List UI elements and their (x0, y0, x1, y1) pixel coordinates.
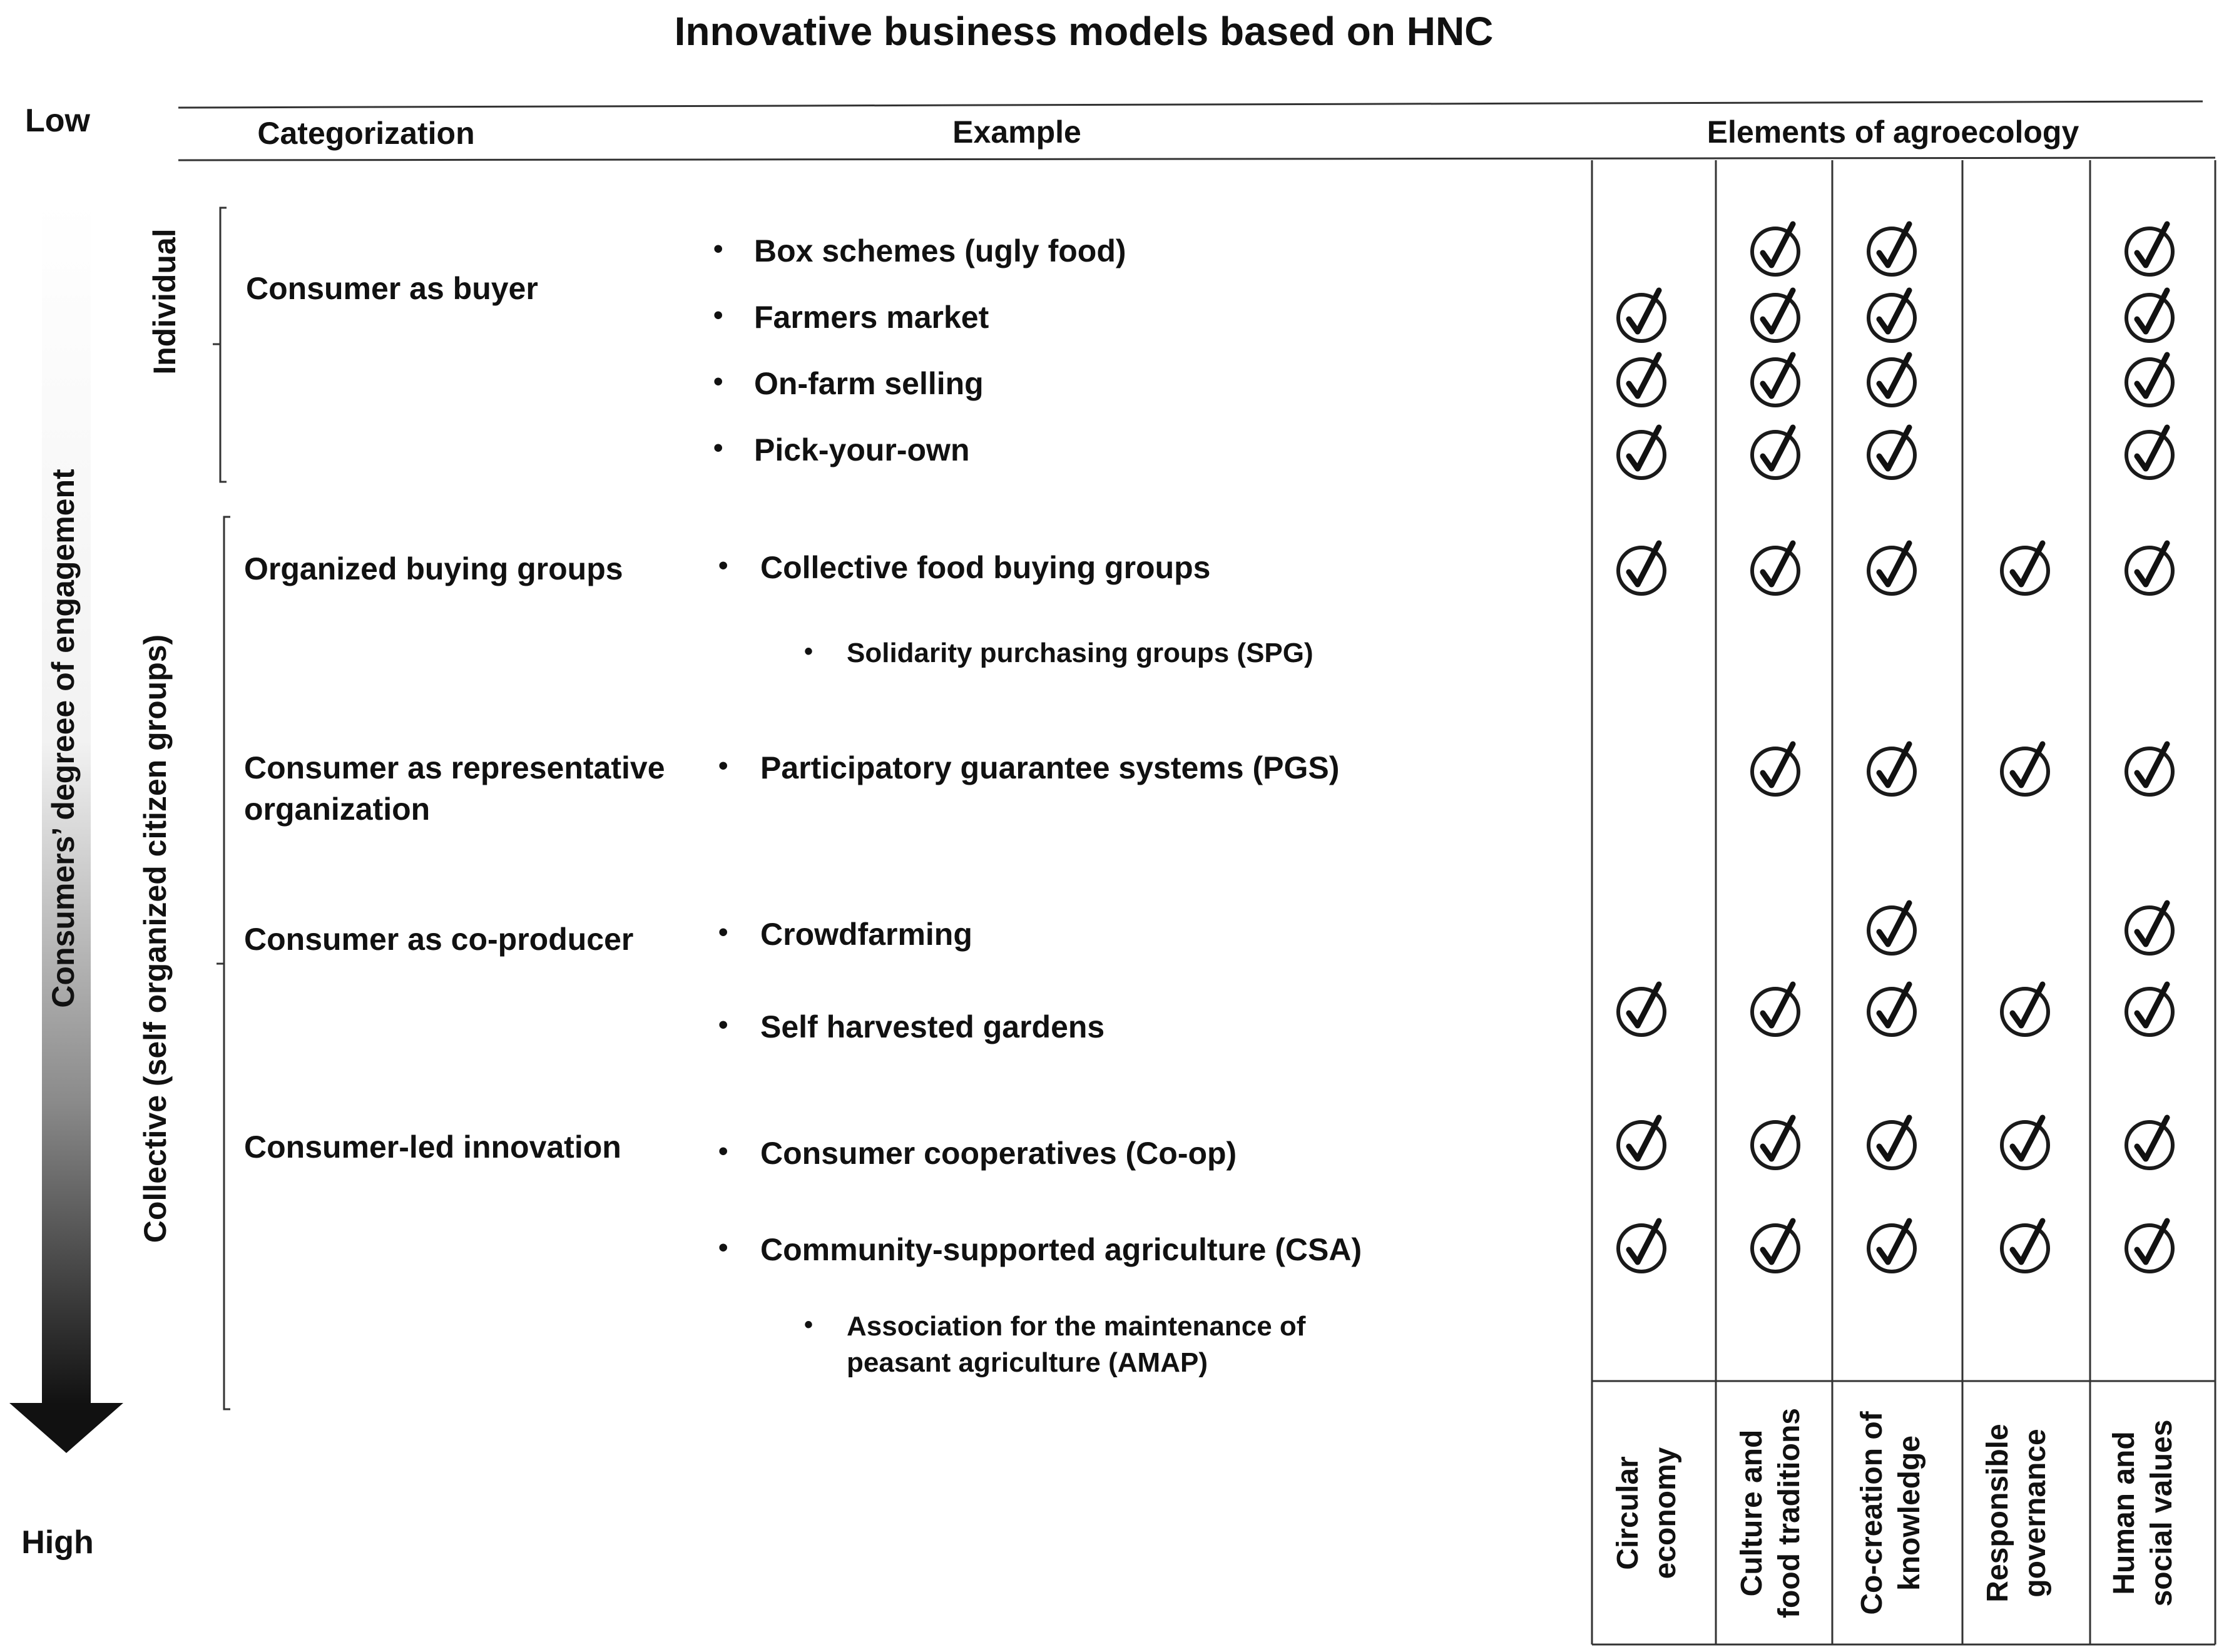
check-icon (1869, 1221, 1915, 1272)
sub-example-bullet: • (804, 638, 814, 665)
check-icon (2002, 1221, 2048, 1272)
agroecology-grid (1592, 160, 2215, 1644)
example-row (713, 366, 984, 401)
check-icon (2002, 984, 2048, 1035)
collective-bracket (217, 517, 230, 1409)
check-icon (1869, 543, 1915, 594)
category-consumer-as-co-producer: Consumer as co-producer (244, 922, 634, 957)
column-label-co-creation-of-knowledge (1855, 1410, 1926, 1614)
column-label-line-1: Culture and (1735, 1429, 1768, 1597)
column-label-culture-and-food-traditions (1735, 1408, 1806, 1618)
category-representative-line-1: Consumer as representative (244, 750, 665, 785)
sub-example-spg (804, 638, 1313, 668)
example-row (718, 550, 1210, 585)
check-icon (2126, 427, 2173, 478)
sub-example-amap (804, 1311, 1306, 1378)
example-label: Farmers market (754, 300, 989, 335)
check-icon (1752, 1221, 1798, 1272)
column-label-circular-economy (1611, 1447, 1682, 1579)
check-icon (2126, 290, 2173, 341)
check-icon (2126, 1221, 2173, 1272)
sub-example-bullet: • (804, 1311, 814, 1338)
check-icon (1869, 355, 1915, 405)
example-bullet: • (713, 366, 723, 397)
check-icon (2126, 543, 2173, 594)
check-icon (1869, 224, 1915, 275)
example-row (718, 750, 1339, 785)
column-label-line-2: economy (1649, 1447, 1682, 1579)
example-label: Participatory guarantee systems (PGS) (760, 750, 1340, 785)
check-icon (1752, 744, 1798, 795)
check-icon (2126, 903, 2173, 954)
example-label: Self harvested gardens (760, 1009, 1105, 1044)
check-icon (1752, 290, 1798, 341)
check-icon (1752, 984, 1798, 1035)
category-representative-line-2: organization (244, 792, 431, 827)
check-icon (1869, 744, 1915, 795)
diagram-title: Innovative business models based on HNC (674, 9, 1494, 54)
check-icon (1618, 427, 1665, 478)
check-icon (1869, 984, 1915, 1035)
sub-example-label-line-1: Association for the maintenance of (847, 1311, 1306, 1342)
example-bullet: • (718, 1232, 728, 1263)
category-consumer-led-innovation: Consumer-led innovation (244, 1129, 621, 1165)
check-icon (2002, 1118, 2048, 1168)
column-label-line-1: Circular (1611, 1456, 1645, 1570)
example-bullet: • (718, 1136, 728, 1166)
check-icon (2126, 224, 2173, 275)
header-top-rule (178, 101, 2203, 108)
check-icon (2126, 1118, 2173, 1168)
example-header: Example (952, 115, 1081, 150)
example-bullet: • (713, 300, 723, 330)
check-icon (1618, 290, 1665, 341)
example-row (713, 300, 989, 335)
categorization-header: Categorization (257, 116, 475, 151)
example-label: Community-supported agriculture (CSA) (760, 1232, 1362, 1267)
elements-header: Elements of agroecology (1706, 115, 2079, 150)
check-icon (2002, 744, 2048, 795)
check-icon (2126, 984, 2173, 1035)
check-icon (1869, 1118, 1915, 1168)
check-icon (1752, 543, 1798, 594)
column-label-responsible-governance (1981, 1424, 2052, 1602)
example-row (713, 233, 1126, 268)
column-label-line-1: Responsible (1981, 1424, 2014, 1603)
check-icon (1618, 543, 1665, 594)
column-label-human-and-social-values (2108, 1420, 2178, 1607)
example-label: Collective food buying groups (760, 550, 1211, 585)
check-icon (1752, 355, 1798, 405)
check-icon (1869, 290, 1915, 341)
example-row (718, 917, 972, 952)
check-icon (1752, 224, 1798, 275)
example-label: Pick-your-own (754, 432, 970, 467)
example-row (718, 1232, 1362, 1267)
check-icon (2126, 744, 2173, 795)
example-bullet: • (718, 1009, 728, 1040)
column-label-line-1: Co-creation of (1855, 1411, 1889, 1615)
check-icon (1618, 355, 1665, 405)
example-label: Box schemes (ugly food) (754, 233, 1126, 268)
example-label: Consumer cooperatives (Co-op) (760, 1136, 1237, 1171)
check-icon (1752, 1118, 1798, 1168)
engagement-low-label: Low (25, 103, 90, 139)
column-label-line-2: food traditions (1773, 1408, 1806, 1618)
individual-group-label: Individual (147, 228, 182, 375)
check-icon (1618, 1118, 1665, 1168)
example-bullet: • (718, 550, 728, 581)
sub-example-label-line-2: peasant agriculture (AMAP) (847, 1347, 1208, 1378)
check-icon (1869, 903, 1915, 954)
column-label-line-1: Human and (2108, 1431, 2141, 1595)
example-label: On-farm selling (754, 366, 984, 401)
check-icon (2002, 543, 2048, 594)
example-row (718, 1009, 1104, 1044)
sub-example-label: Solidarity purchasing groups (SPG) (847, 638, 1313, 668)
check-icon (1869, 427, 1915, 478)
example-bullet: • (718, 750, 728, 781)
example-bullet: • (713, 432, 723, 463)
engagement-axis-label: Consumers’ degreee of engagement (46, 469, 81, 1008)
example-bullet: • (718, 917, 728, 947)
check-icon (1618, 984, 1665, 1035)
category-consumer-as-buyer: Consumer as buyer (246, 271, 538, 306)
engagement-high-label: High (21, 1524, 94, 1561)
collective-group-label: Collective (self organized citizen groups) (138, 634, 173, 1243)
check-icon (1618, 1221, 1665, 1272)
example-row (713, 432, 969, 467)
column-label-line-2: knowledge (1893, 1435, 1926, 1591)
individual-bracket (213, 208, 227, 482)
header-bottom-rule (178, 158, 2215, 160)
check-icon (1752, 427, 1798, 478)
column-label-line-2: governance (2019, 1429, 2052, 1598)
check-icon (2126, 355, 2173, 405)
example-label: Crowdfarming (760, 917, 972, 952)
column-label-line-2: social values (2145, 1419, 2178, 1607)
example-row (718, 1136, 1237, 1171)
category-organized-buying-groups: Organized buying groups (244, 551, 623, 586)
example-bullet: • (713, 233, 723, 264)
